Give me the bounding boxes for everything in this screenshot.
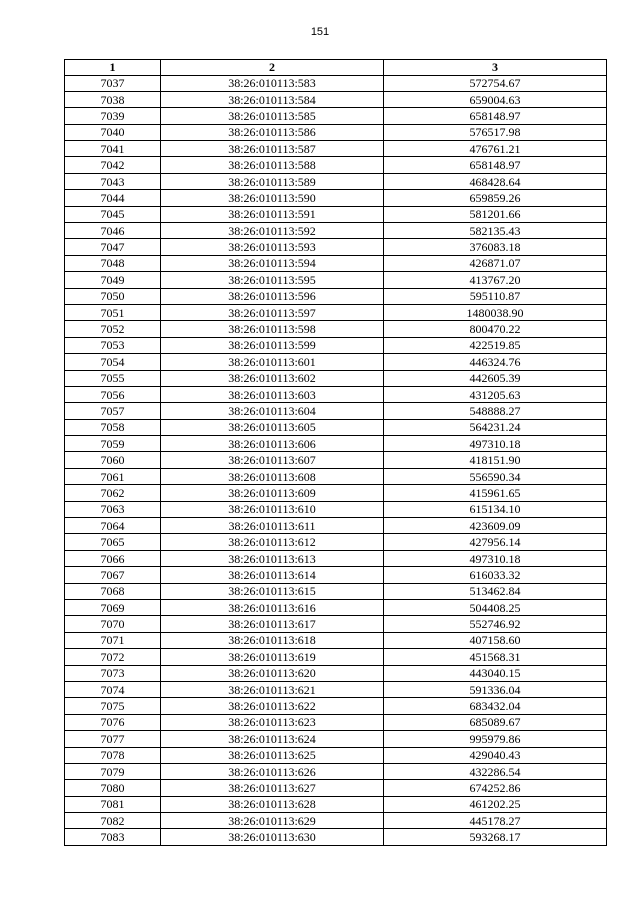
cadastral-value-cell: 581201.66 [384, 206, 607, 222]
cadastral-number-cell: 38:26:010113:611 [161, 518, 384, 534]
cadastral-number-cell: 38:26:010113:592 [161, 223, 384, 239]
table-row [65, 173, 607, 189]
cadastral-value-cell: 683432.04 [384, 698, 607, 714]
table-row [65, 616, 607, 632]
cadastral-value-cell: 615134.10 [384, 501, 607, 517]
table-row [65, 534, 607, 550]
cadastral-number-cell: 38:26:010113:586 [161, 124, 384, 140]
cadastral-value-cell: 582135.43 [384, 223, 607, 239]
cadastral-value-cell: 552746.92 [384, 616, 607, 632]
cadastral-number-cell: 38:26:010113:626 [161, 763, 384, 779]
table-row [65, 665, 607, 681]
cadastral-value-cell: 674252.86 [384, 780, 607, 796]
cadastral-number-cell: 38:26:010113:617 [161, 616, 384, 632]
cadastral-value-cell: 564231.24 [384, 419, 607, 435]
row-number-cell: 7064 [65, 518, 161, 534]
cadastral-number-cell: 38:26:010113:597 [161, 304, 384, 320]
cadastral-value-cell: 376083.18 [384, 239, 607, 255]
row-number-cell: 7075 [65, 698, 161, 714]
row-number-cell: 7037 [65, 75, 161, 91]
cadastral-number-cell: 38:26:010113:607 [161, 452, 384, 468]
row-number-cell: 7044 [65, 190, 161, 206]
cadastral-number-cell: 38:26:010113:588 [161, 157, 384, 173]
cadastral-number-cell: 38:26:010113:585 [161, 108, 384, 124]
row-number-cell: 7048 [65, 255, 161, 271]
cadastral-value-cell: 497310.18 [384, 436, 607, 452]
cadastral-value-cell: 658148.97 [384, 157, 607, 173]
cadastral-number-cell: 38:26:010113:610 [161, 501, 384, 517]
cadastral-number-cell: 38:26:010113:594 [161, 255, 384, 271]
cadastral-number-cell: 38:26:010113:609 [161, 485, 384, 501]
table-row [65, 239, 607, 255]
row-number-cell: 7070 [65, 616, 161, 632]
row-number-cell: 7067 [65, 567, 161, 583]
table-row [65, 337, 607, 353]
table-row [65, 649, 607, 665]
table-row [65, 796, 607, 812]
cadastral-value-cell: 431205.63 [384, 386, 607, 402]
cadastral-value-cell: 576517.98 [384, 124, 607, 140]
cadastral-number-cell: 38:26:010113:614 [161, 567, 384, 583]
cadastral-number-cell: 38:26:010113:584 [161, 91, 384, 107]
page-number: 151 [310, 26, 330, 38]
table-row [65, 124, 607, 140]
cadastral-value-cell: 800470.22 [384, 321, 607, 337]
cadastral-value-cell: 659859.26 [384, 190, 607, 206]
row-number-cell: 7076 [65, 714, 161, 730]
cadastral-number-cell: 38:26:010113:591 [161, 206, 384, 222]
table-row [65, 91, 607, 107]
cadastral-value-cell: 513462.84 [384, 583, 607, 599]
row-number-cell: 7050 [65, 288, 161, 304]
table-row [65, 501, 607, 517]
table-row [65, 600, 607, 616]
cadastral-value-cell: 451568.31 [384, 649, 607, 665]
table-row [65, 829, 607, 845]
row-number-cell: 7055 [65, 370, 161, 386]
table-row [65, 567, 607, 583]
cadastral-number-cell: 38:26:010113:618 [161, 632, 384, 648]
cadastral-value-cell: 418151.90 [384, 452, 607, 468]
row-number-cell: 7081 [65, 796, 161, 812]
cadastral-value-cell: 461202.25 [384, 796, 607, 812]
cadastral-value-cell: 548888.27 [384, 403, 607, 419]
table-row [65, 419, 607, 435]
table-row [65, 452, 607, 468]
row-number-cell: 7068 [65, 583, 161, 599]
table-row [65, 714, 607, 730]
cadastral-value-cell: 423609.09 [384, 518, 607, 534]
table-row [65, 304, 607, 320]
row-number-cell: 7080 [65, 780, 161, 796]
cadastral-value-cell: 572754.67 [384, 75, 607, 91]
cadastral-value-cell: 658148.97 [384, 108, 607, 124]
cadastral-number-cell: 38:26:010113:601 [161, 354, 384, 370]
table-row [65, 468, 607, 484]
table-row [65, 550, 607, 566]
cadastral-number-cell: 38:26:010113:629 [161, 813, 384, 829]
cadastral-number-cell: 38:26:010113:602 [161, 370, 384, 386]
row-number-cell: 7045 [65, 206, 161, 222]
row-number-cell: 7069 [65, 600, 161, 616]
row-number-cell: 7059 [65, 436, 161, 452]
row-number-cell: 7073 [65, 665, 161, 681]
table-header [65, 60, 607, 76]
table-row [65, 141, 607, 157]
row-number-cell: 7054 [65, 354, 161, 370]
cadastral-number-cell: 38:26:010113:598 [161, 321, 384, 337]
cadastral-value-cell: 426871.07 [384, 255, 607, 271]
row-number-cell: 7042 [65, 157, 161, 173]
cadastral-value-cell: 443040.15 [384, 665, 607, 681]
cadastral-number-cell: 38:26:010113:621 [161, 681, 384, 697]
table-row [65, 108, 607, 124]
table-row [65, 731, 607, 747]
row-number-cell: 7066 [65, 550, 161, 566]
cadastral-number-cell: 38:26:010113:628 [161, 796, 384, 812]
table-row [65, 698, 607, 714]
table-row [65, 255, 607, 271]
cadastral-value-cell: 659004.63 [384, 91, 607, 107]
row-number-cell: 7043 [65, 173, 161, 189]
row-number-cell: 7052 [65, 321, 161, 337]
table-row [65, 75, 607, 91]
table-row [65, 813, 607, 829]
table-row [65, 272, 607, 288]
table-row [65, 780, 607, 796]
cadastral-number-cell: 38:26:010113:615 [161, 583, 384, 599]
cadastral-number-cell: 38:26:010113:624 [161, 731, 384, 747]
cadastral-number-cell: 38:26:010113:612 [161, 534, 384, 550]
row-number-cell: 7079 [65, 763, 161, 779]
cadastral-value-cell: 616033.32 [384, 567, 607, 583]
column-header-1: 1 [65, 60, 161, 76]
table-row [65, 681, 607, 697]
row-number-cell: 7072 [65, 649, 161, 665]
table-row [65, 518, 607, 534]
row-number-cell: 7058 [65, 419, 161, 435]
cadastral-value-cell: 476761.21 [384, 141, 607, 157]
column-header-2: 2 [161, 60, 384, 76]
cadastral-number-cell: 38:26:010113:620 [161, 665, 384, 681]
row-number-cell: 7038 [65, 91, 161, 107]
cadastral-number-cell: 38:26:010113:605 [161, 419, 384, 435]
table-row [65, 206, 607, 222]
cadastral-value-cell: 595110.87 [384, 288, 607, 304]
table-row [65, 763, 607, 779]
table-body [65, 75, 607, 845]
table-row [65, 223, 607, 239]
cadastral-number-cell: 38:26:010113:593 [161, 239, 384, 255]
row-number-cell: 7040 [65, 124, 161, 140]
table-row [65, 370, 607, 386]
cadastral-number-cell: 38:26:010113:627 [161, 780, 384, 796]
table-row [65, 632, 607, 648]
table-row [65, 485, 607, 501]
cadastral-value-cell: 593268.17 [384, 829, 607, 845]
table-row [65, 436, 607, 452]
row-number-cell: 7053 [65, 337, 161, 353]
cadastral-value-cell: 504408.25 [384, 600, 607, 616]
row-number-cell: 7078 [65, 747, 161, 763]
cadastral-value-cell: 432286.54 [384, 763, 607, 779]
cadastral-number-cell: 38:26:010113:630 [161, 829, 384, 845]
row-number-cell: 7083 [65, 829, 161, 845]
table-row [65, 583, 607, 599]
row-number-cell: 7071 [65, 632, 161, 648]
row-number-cell: 7039 [65, 108, 161, 124]
cadastral-number-cell: 38:26:010113:622 [161, 698, 384, 714]
cadastral-value-cell: 415961.65 [384, 485, 607, 501]
row-number-cell: 7057 [65, 403, 161, 419]
cadastral-value-cell: 427956.14 [384, 534, 607, 550]
table-row [65, 403, 607, 419]
cadastral-number-cell: 38:26:010113:589 [161, 173, 384, 189]
cadastral-value-cell: 442605.39 [384, 370, 607, 386]
cadastral-value-cell: 445178.27 [384, 813, 607, 829]
cadastral-value-cell: 446324.76 [384, 354, 607, 370]
row-number-cell: 7060 [65, 452, 161, 468]
cadastral-number-cell: 38:26:010113:590 [161, 190, 384, 206]
cadastral-number-cell: 38:26:010113:595 [161, 272, 384, 288]
header-row [65, 60, 607, 76]
row-number-cell: 7082 [65, 813, 161, 829]
cadastral-number-cell: 38:26:010113:623 [161, 714, 384, 730]
cadastral-value-cell: 413767.20 [384, 272, 607, 288]
cadastral-number-cell: 38:26:010113:604 [161, 403, 384, 419]
cadastral-number-cell: 38:26:010113:613 [161, 550, 384, 566]
cadastral-value-cell: 556590.34 [384, 468, 607, 484]
column-header-3: 3 [384, 60, 607, 76]
cadastral-number-cell: 38:26:010113:616 [161, 600, 384, 616]
cadastral-number-cell: 38:26:010113:596 [161, 288, 384, 304]
cadastral-value-cell: 1480038.90 [384, 304, 607, 320]
cadastral-value-table [64, 59, 607, 846]
cadastral-value-cell: 422519.85 [384, 337, 607, 353]
row-number-cell: 7049 [65, 272, 161, 288]
row-number-cell: 7051 [65, 304, 161, 320]
table-row [65, 386, 607, 402]
cadastral-value-cell: 497310.18 [384, 550, 607, 566]
row-number-cell: 7047 [65, 239, 161, 255]
table-row [65, 157, 607, 173]
cadastral-number-cell: 38:26:010113:599 [161, 337, 384, 353]
row-number-cell: 7056 [65, 386, 161, 402]
cadastral-number-cell: 38:26:010113:608 [161, 468, 384, 484]
cadastral-number-cell: 38:26:010113:619 [161, 649, 384, 665]
cadastral-value-cell: 407158.60 [384, 632, 607, 648]
row-number-cell: 7074 [65, 681, 161, 697]
cadastral-number-cell: 38:26:010113:583 [161, 75, 384, 91]
row-number-cell: 7041 [65, 141, 161, 157]
cadastral-value-cell: 468428.64 [384, 173, 607, 189]
table-row [65, 747, 607, 763]
row-number-cell: 7063 [65, 501, 161, 517]
cadastral-value-cell: 685089.67 [384, 714, 607, 730]
table-row [65, 190, 607, 206]
cadastral-value-cell: 995979.86 [384, 731, 607, 747]
table-row [65, 321, 607, 337]
cadastral-number-cell: 38:26:010113:606 [161, 436, 384, 452]
cadastral-number-cell: 38:26:010113:587 [161, 141, 384, 157]
row-number-cell: 7065 [65, 534, 161, 550]
row-number-cell: 7077 [65, 731, 161, 747]
cadastral-value-cell: 429040.43 [384, 747, 607, 763]
row-number-cell: 7061 [65, 468, 161, 484]
cadastral-number-cell: 38:26:010113:603 [161, 386, 384, 402]
cadastral-number-cell: 38:26:010113:625 [161, 747, 384, 763]
table-row [65, 354, 607, 370]
row-number-cell: 7046 [65, 223, 161, 239]
row-number-cell: 7062 [65, 485, 161, 501]
cadastral-value-cell: 591336.04 [384, 681, 607, 697]
table-row [65, 288, 607, 304]
